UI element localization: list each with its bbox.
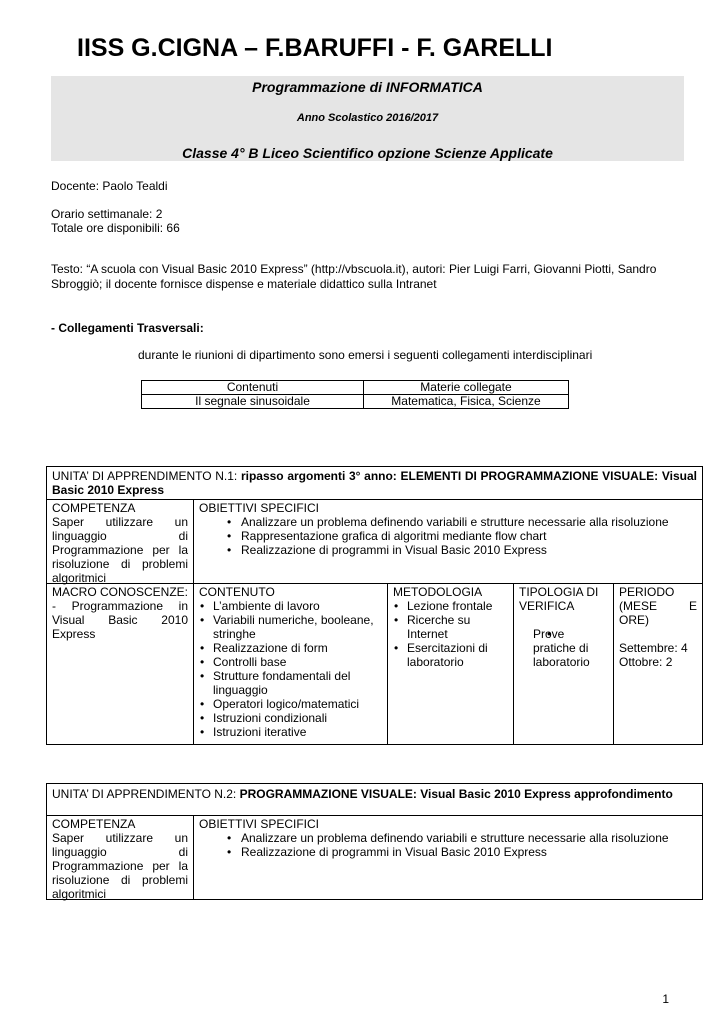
list-item: • Controlli base [199, 655, 382, 669]
collegamenti-intro: durante le riunioni di dipartimento sono emersi i seguenti collegamenti interdisciplinari [138, 348, 593, 362]
contenuto-list [199, 599, 382, 739]
orario-line: Orario settimanale: 2 [51, 207, 163, 221]
list-item: • Operatori logico/matematici [199, 697, 382, 711]
metodologia-cell [387, 584, 513, 744]
table-cell: Matematica, Fisica, Scienze [364, 395, 569, 409]
totale-ore-line: Totale ore disponibili: 66 [51, 221, 180, 235]
verifica-label: TIPOLOGIA DI VERIFICA [519, 585, 599, 613]
verifica-cell [513, 584, 613, 744]
unit-1-details-row [47, 584, 702, 744]
table-header-row [142, 381, 569, 395]
metodologia-list [393, 599, 508, 669]
obiettivi-label: OBIETTIVI SPECIFICI [199, 817, 320, 831]
list-item: • Realizzazione di programmi in Visual Basic 2010 Express [199, 543, 697, 557]
contenuto-label: CONTENUTO [199, 585, 275, 599]
list-item: • Esercitazioni di laboratorio [393, 641, 508, 669]
list-item: • Lezione frontale [393, 599, 508, 613]
macro-label: MACRO CONOSCENZE: [52, 585, 189, 599]
obiettivi-label: OBIETTIVI SPECIFICI [199, 501, 320, 515]
unit-2-prefix: UNITA’ DI APPRENDIMENTO N.2: [52, 787, 240, 801]
classe-heading: Classe 4° B Liceo Scientifico opzione Scienze Applicate [182, 145, 553, 161]
competenza-text: Saper utilizzare un linguaggio di Programmazione per la risoluzione di problemi algoritmici [52, 515, 188, 585]
collegamenti-heading: - Collegamenti Trasversali: [51, 321, 204, 335]
unit-1-box [46, 466, 703, 745]
unit-2-header [47, 784, 702, 816]
periodo-value: Settembre: 4 [619, 641, 688, 655]
unit-1-header [47, 467, 702, 500]
metodologia-label: METODOLOGIA [393, 585, 483, 599]
table-header-cell: Materie collegate [364, 381, 569, 395]
periodo-value: Ottobre: 2 [619, 655, 673, 669]
competenza-label: COMPETENZA [52, 817, 136, 831]
verifica-list [519, 627, 608, 669]
unit-1-prefix: UNITA’ DI APPRENDIMENTO N.1: [52, 469, 241, 483]
competenza-text: Saper utilizzare un linguaggio di Programmazione per la risoluzione di problemi algoritmici [52, 831, 188, 901]
list-item: • Rappresentazione grafica di algoritmi mediante flow chart [199, 529, 697, 543]
list-item: • Variabili numeriche, booleane, stringhe [199, 613, 382, 641]
page-title: IISS G.CIGNA – F.BARUFFI - F. GARELLI [77, 34, 553, 62]
collegamenti-table [141, 380, 569, 409]
list-item: • L’ambiente di lavoro [199, 599, 382, 613]
unit-2-competenza-row [47, 816, 702, 899]
contenuto-cell [193, 584, 387, 744]
table-header-cell: Contenuti [142, 381, 364, 395]
list-item: • Istruzioni condizionali [199, 711, 382, 725]
unit-1-competenza-row [47, 500, 702, 584]
competenza-label: COMPETENZA [52, 501, 136, 515]
anno-scolastico: Anno Scolastico 2016/2017 [296, 112, 439, 124]
list-item: • Ricerche su Internet [393, 613, 508, 641]
periodo-label: PERIODO (MESE E ORE) [619, 585, 697, 627]
unit-2-box [46, 783, 703, 900]
list-item: • Istruzioni iterative [199, 725, 382, 739]
docente-line: Docente: Paolo Tealdi [51, 179, 168, 193]
obiettivi-list [199, 515, 697, 557]
competenza-cell [47, 500, 193, 583]
list-item: • Strutture fondamentali del linguaggio [199, 669, 382, 697]
table-cell: Il segnale sinusoidale [142, 395, 364, 409]
list-item: • Realizzazione di form [199, 641, 382, 655]
page-number: 1 [662, 992, 669, 1006]
periodo-cell [613, 584, 702, 744]
obiettivi-cell [193, 816, 702, 899]
list-item: • Analizzare un problema definendo variabili e strutture necessarie alla risoluzione [199, 831, 697, 845]
table-row [142, 395, 569, 409]
unit-1-title: ripasso argomenti 3° anno: ELEMENTI DI PROGRAMMAZIONE VISUALE: Visual Basic 2010 Express [52, 469, 697, 497]
macro-conoscenze-cell [47, 584, 193, 744]
list-item: • Analizzare un problema definendo variabili e strutture necessarie alla risoluzione [199, 515, 697, 529]
unit-2-title: PROGRAMMAZIONE VISUALE: Visual Basic 2010 Express approfondimento [239, 787, 673, 801]
list-item: • Realizzazione di programmi in Visual Basic 2010 Express [199, 845, 697, 859]
obiettivi-list [199, 831, 697, 859]
testo-paragraph: Testo: “A scuola con Visual Basic 2010 Express” (http://vbscuola.it), autori: Pier Luigi Farri, Giovanni Piotti, Sandro Sbroggiò; il docente fornisce dispense e materiale didattico sulla Intranet [51, 262, 657, 291]
header-banner [51, 76, 684, 161]
obiettivi-cell [193, 500, 702, 583]
programma-heading: Programmazione di INFORMATICA [252, 79, 483, 95]
list-item: • Prove pratiche di laboratorio [519, 627, 608, 669]
macro-text: - Programmazione in Visual Basic 2010 Express [52, 599, 188, 641]
competenza-cell [47, 816, 193, 899]
